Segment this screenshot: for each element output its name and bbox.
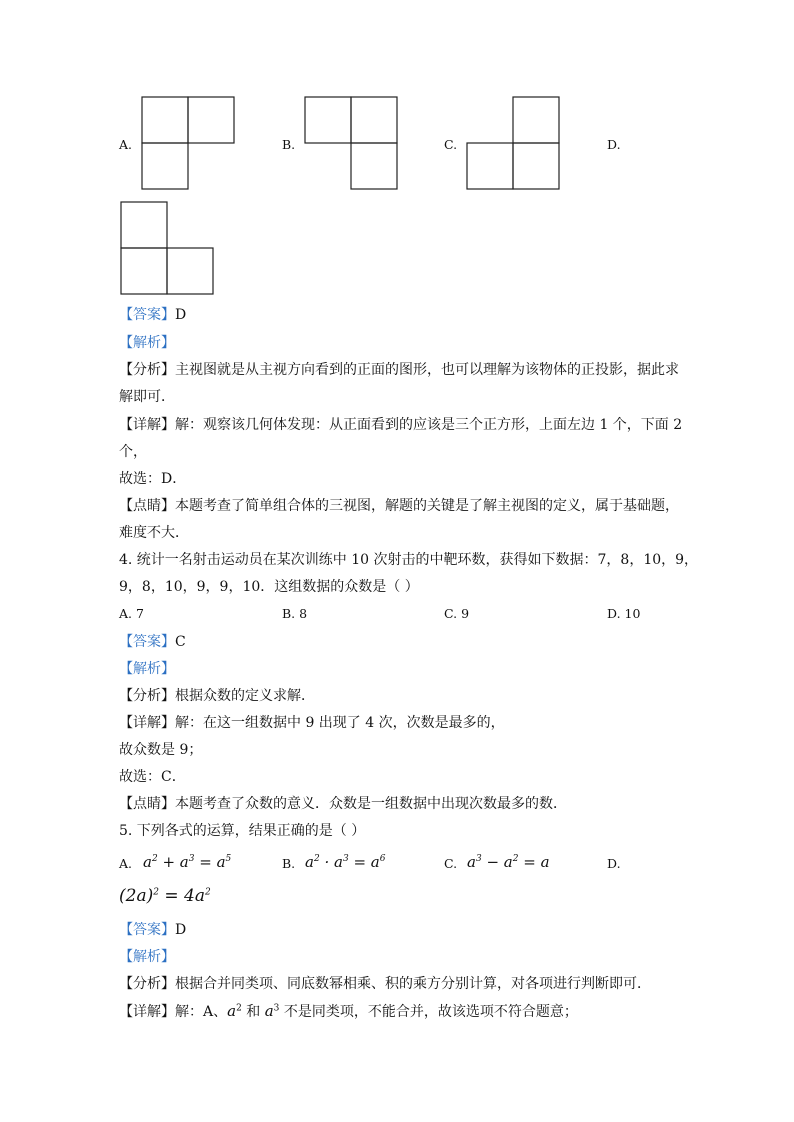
xiangjie-tag: 【详解】 [119, 715, 175, 731]
q3-option-a-figure [141, 96, 237, 192]
q3-guxuan: 故选：D． [119, 471, 187, 487]
math-exp: 2 [512, 854, 519, 864]
q5-option-c-label: C. [444, 856, 458, 871]
math-var: a [503, 853, 513, 871]
xiangjie-tag: 【详解】 [119, 1004, 175, 1020]
q3-option-d-figure [120, 201, 216, 297]
q3-option-c-label: C. [444, 137, 458, 152]
math-op: = [518, 853, 541, 871]
q3-fenxi [119, 361, 679, 379]
q4-option-c: C. 9 [444, 606, 470, 621]
q3-dianjing-cont: 难度不大． [119, 525, 189, 541]
answer-tag: 【答案】 [119, 922, 175, 938]
math-op: − [481, 853, 504, 871]
q3-option-c-figure [466, 96, 562, 192]
answer-tag: 【答案】 [119, 307, 175, 323]
math-term: = 4a [158, 886, 205, 906]
q4-option-d: D. 10 [607, 606, 641, 621]
math-var: a [305, 853, 314, 871]
q4-option-a: A. 7 [119, 606, 144, 621]
fenxi-text: 主视图就是从主视方向看到的正面的图形，也可以理解为该物体的正投影，据此求 [175, 362, 679, 378]
dianjing-tag: 【点睛】 [119, 498, 175, 514]
math-exp: 3 [273, 1003, 280, 1014]
dianjing-text: 本题考查了简单组合体的三视图，解题的关键是了解主视图的定义，属于基础题， [175, 498, 679, 514]
q3-answer [119, 306, 186, 324]
math-exp: 6 [379, 854, 386, 864]
math-var: a [334, 853, 343, 871]
answer-tag: 【答案】 [119, 634, 175, 650]
q4-answer [119, 633, 186, 651]
q3-xiangjie-cont: 个， [119, 444, 147, 460]
q5-option-b-formula [305, 854, 385, 870]
math-exp: 2 [313, 854, 320, 864]
q3-xiangjie [119, 416, 682, 434]
q4-stem-cont: 9，8，10，9，9，10．这组数据的众数是（ ） [119, 579, 419, 595]
q3-option-b-figure [304, 96, 400, 192]
q4-fenxi [119, 687, 315, 705]
q3-jiexi-heading: 【解析】 [119, 335, 175, 351]
math-exp: 3 [342, 854, 349, 864]
q4-option-b: B. 8 [282, 606, 308, 621]
math-exp: 2 [236, 1003, 242, 1014]
math-var: a [467, 853, 476, 871]
fenxi-tag: 【分析】 [119, 976, 175, 992]
math-op: · [319, 853, 334, 871]
q4-stem: 4. 统计一名射击运动员在某次训练中 10 次射击的中靶环数，获得如下数据：7，8，10，9， [119, 552, 699, 568]
fenxi-tag: 【分析】 [119, 362, 175, 378]
math-var: a [143, 853, 152, 871]
math-term: (2a) [119, 886, 154, 906]
q4-dianjing [119, 795, 567, 813]
math-var: a [227, 1002, 237, 1020]
dianjing-text: 本题考查了众数的意义．众数是一组数据中出现次数最多的数． [175, 796, 567, 812]
math-exp: 2 [151, 854, 158, 864]
q5-option-a-label: A. [119, 856, 133, 871]
q4-guxuan: 故选：C． [119, 769, 186, 785]
q5-jiexi-heading: 【解析】 [119, 949, 175, 965]
q4-guzhong: 故众数是 9； [119, 742, 203, 758]
q4-jiexi-heading: 【解析】 [119, 661, 175, 677]
math-exp: 3 [188, 854, 195, 864]
q3-fenxi-cont: 解即可． [119, 389, 175, 405]
math-var: a [370, 853, 380, 871]
math-var: a [264, 1002, 274, 1020]
q5-stem: 5. 下列各式的运算，结果正确的是（ ） [119, 823, 366, 839]
xiangjie-text: 解：在这一组数据中 9 出现了 4 次，次数是最多的， [175, 715, 505, 731]
xiangjie-text: 解：A、 [175, 1004, 228, 1020]
q5-option-d-label: D. [607, 856, 621, 871]
q3-option-b-label: B. [282, 137, 296, 152]
math-exp: 2 [153, 887, 159, 898]
math-var: a [179, 853, 189, 871]
answer-value: C [175, 634, 186, 650]
q3-option-a-label: A. [119, 137, 133, 152]
q3-option-d-label: D. [607, 137, 621, 152]
math-var: a [216, 853, 226, 871]
q4-xiangjie [119, 714, 505, 732]
fenxi-text: 根据众数的定义求解． [175, 688, 315, 704]
q5-option-a-formula [143, 854, 231, 870]
math-exp: 2 [204, 887, 211, 898]
xiangjie-text: 解：观察该几何体发现：从正面看到的应该是三个正方形，上面左边 1 个，下面 2 [175, 417, 683, 433]
math-op: = [194, 853, 217, 871]
q5-option-c-formula [467, 854, 550, 870]
q5-option-b-label: B. [282, 856, 296, 871]
answer-value: D [175, 922, 187, 938]
math-op: + [157, 853, 180, 871]
xiangjie-tag: 【详解】 [119, 417, 175, 433]
q3-dianjing [119, 497, 679, 515]
math-var: a [540, 853, 550, 871]
math-op: = [348, 853, 371, 871]
q5-xiangjie [119, 1002, 578, 1021]
q5-option-d-formula [119, 888, 211, 904]
math-exp: 3 [475, 854, 482, 864]
q5-fenxi [119, 975, 651, 993]
fenxi-tag: 【分析】 [119, 688, 175, 704]
q5-answer [119, 921, 186, 939]
xiangjie-text: 和 [241, 1004, 265, 1020]
dianjing-tag: 【点睛】 [119, 796, 175, 812]
math-exp: 5 [225, 854, 232, 864]
fenxi-text: 根据合并同类项、同底数幂相乘、积的乘方分别计算，对各项进行判断即可． [175, 976, 651, 992]
answer-value: D [175, 307, 187, 323]
xiangjie-text: 不是同类项，不能合并，故该选项不符合题意； [279, 1004, 578, 1020]
